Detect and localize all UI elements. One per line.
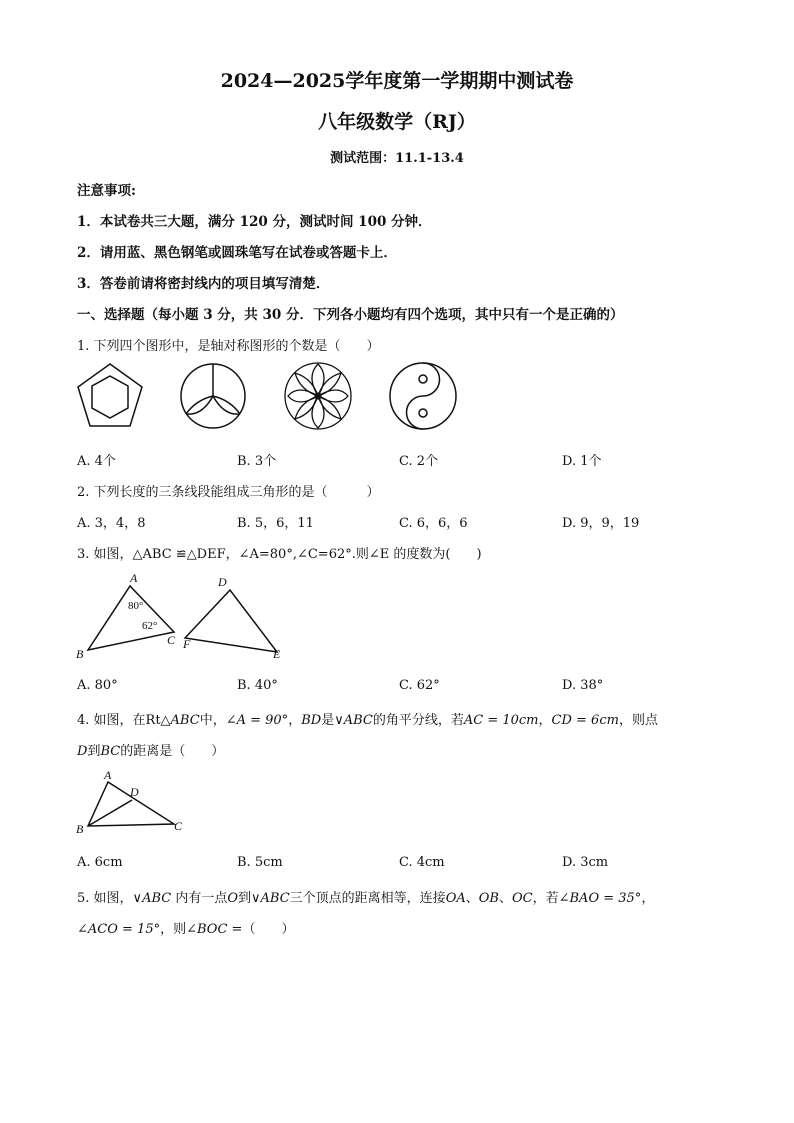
q4-option-c[interactable]: C. 4cm <box>399 855 445 870</box>
label-e: E <box>273 647 281 661</box>
pentagon-hexagon-figure <box>78 364 142 426</box>
q1-option-d[interactable]: D. 1个 <box>562 454 602 469</box>
angle-c-label: 62° <box>142 620 158 632</box>
section-heading-choice: 一、选择题（每小题 3 分，共 30 分．下列各小题均有四个选项，其中只有一个是正确的） <box>77 307 624 323</box>
question-4-stem-line2: D到BC的距离是（ ） <box>77 744 225 759</box>
label-a: A <box>130 571 138 585</box>
question-3-figure <box>72 570 302 665</box>
question-5-stem: 5. 如图，∨ABC 内有一点O到∨ABC三个顶点的距离相等，连接OA、OB、OC，若∠BAO = 35°， <box>77 891 655 906</box>
q3-option-c[interactable]: C. 62° <box>399 678 440 693</box>
question-2-stem: 2. 下列长度的三条线段能组成三角形的是（ ） <box>77 485 380 500</box>
q2-option-c[interactable]: C. 6，6，6 <box>399 516 468 531</box>
q3-option-d[interactable]: D. 38° <box>562 678 604 693</box>
note-item-1: 1．本试卷共三大题，满分 120 分，测试时间 100 分钟． <box>77 214 432 230</box>
q3-option-b[interactable]: B. 40° <box>237 678 278 693</box>
q4-label-c: C <box>174 819 183 833</box>
triangle-abc <box>88 586 174 650</box>
q4-option-b[interactable]: B. 5cm <box>237 855 283 870</box>
note-item-2: 2．请用蓝、黑色钢笔或圆珠笔写在试卷或答题卡上． <box>77 245 397 261</box>
question-4-figure <box>72 768 202 838</box>
yin-yang-figure <box>390 363 456 429</box>
note-item-3: 3．答卷前请将密封线内的项目填写清楚． <box>77 276 330 292</box>
label-d: D <box>218 575 227 589</box>
triangle-def <box>185 590 277 652</box>
question-1-figures <box>70 360 470 440</box>
label-f: F <box>183 637 191 651</box>
notes-heading: 注意事项: <box>77 183 136 199</box>
q2-option-a[interactable]: A. 3，4，8 <box>77 516 146 531</box>
q1-option-b[interactable]: B. 3个 <box>237 454 277 469</box>
question-3-stem: 3. 如图，△ABC ≌△DEF，∠A=80°,∠C=62°.则∠E 的度数为( ) <box>77 547 482 562</box>
label-c: C <box>167 633 176 647</box>
question-5-stem-line2: ∠ACO = 15°，则∠BOC =（ ） <box>77 922 295 937</box>
q4-option-a[interactable]: A. 6cm <box>77 855 123 870</box>
question-4-stem: 4. 如图，在Rt△ABC中，∠A = 90°，BD是∨ABC的角平分线，若AC = 10cm，CD = 6cm，则点 <box>77 713 658 728</box>
q1-option-a[interactable]: A. 4个 <box>77 454 116 469</box>
q4-label-b: B <box>76 822 84 836</box>
test-range: 测试范围：11.1-13.4 <box>330 151 464 166</box>
exam-title: 2024—2025学年度第一学期期中测试卷 <box>220 70 574 92</box>
q4-label-d: D <box>130 785 139 799</box>
q4-label-a: A <box>104 768 112 782</box>
angle-a-label: 80° <box>128 600 144 612</box>
q4-option-d[interactable]: D. 3cm <box>562 855 609 870</box>
question-1-stem: 1. 下列四个图形中，是轴对称图形的个数是（ ） <box>77 339 380 354</box>
q3-option-a[interactable]: A. 80° <box>77 678 118 693</box>
flower-circle-figure <box>285 363 351 429</box>
label-b: B <box>76 647 84 661</box>
q1-option-c[interactable]: C. 2个 <box>399 454 439 469</box>
q2-option-d[interactable]: D. 9，9，19 <box>562 516 640 531</box>
three-arc-circle-figure <box>181 364 245 428</box>
exam-subtitle: 八年级数学（RJ） <box>318 111 476 133</box>
q2-option-b[interactable]: B. 5，6，11 <box>237 516 314 531</box>
